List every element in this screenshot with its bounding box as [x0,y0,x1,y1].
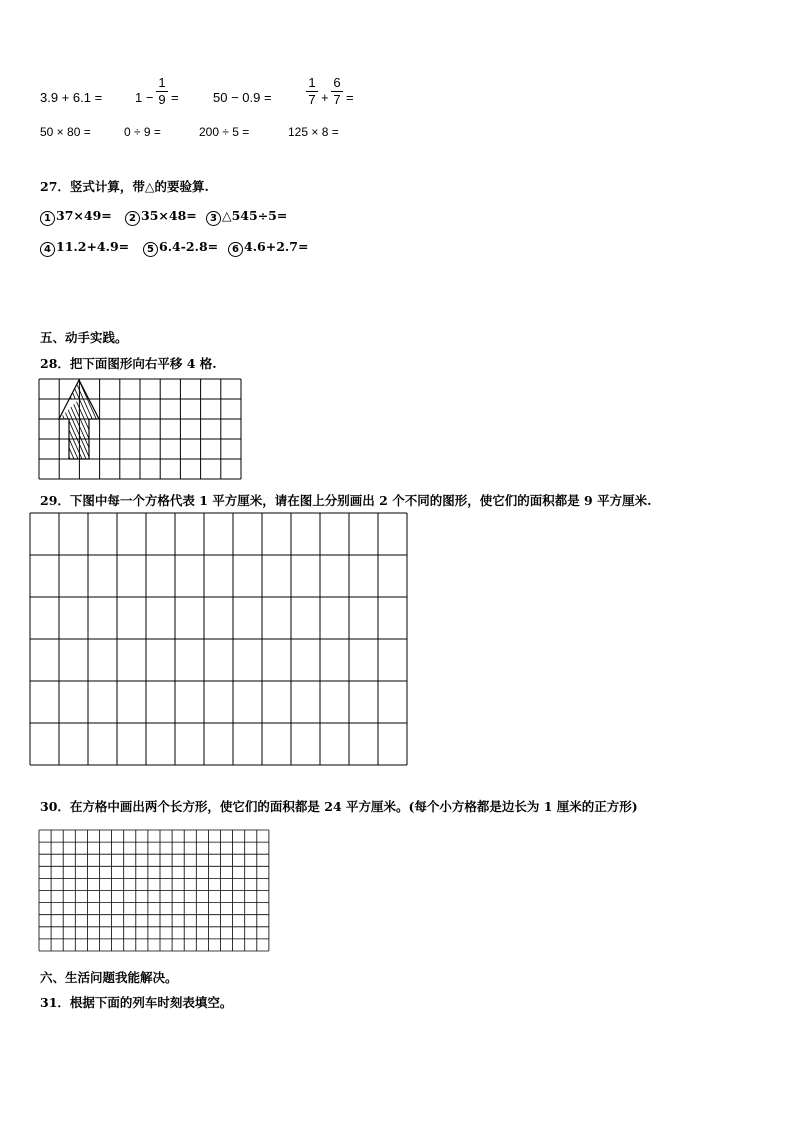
hatch-line [90,378,130,468]
circled-number-3: 3 [206,211,221,226]
q27-item-1 [40,208,112,226]
hatch-line [0,378,14,468]
calc-50-minus-0-9: 50 − 0.9 = [213,90,272,105]
q27-item-5 [143,239,218,257]
fraction-denominator: 7 [308,92,316,107]
circled-number-4: 4 [40,242,55,257]
circled-number-6: 6 [228,242,243,257]
section-5-title: 五、动手实践。 [40,330,128,345]
q28-grid [38,378,243,480]
fraction-six-sevenths [331,76,343,106]
calc-200-div-5: 200 ÷ 5 = [199,125,250,139]
q27-expr-2: 35×48= [141,208,197,223]
q28-title: 28．把下面图形向右平移 4 格. [40,356,217,371]
hatch-line [0,378,38,468]
hatch-line [34,378,74,468]
hatch-line [130,378,170,468]
hatch-line [0,378,30,468]
calc-50-times-80: 50 × 80 = [40,125,91,139]
hatch-line [118,378,158,468]
q29-title: 29．下图中每一个方格代表 1 平方厘米，请在图上分别画出 2 个不同的图形，使它们的面积都是 9 平方厘米. [40,493,652,508]
hatch-line [10,378,50,468]
hatch-line [54,378,94,468]
hatch-line [26,378,66,468]
hatch-line [110,378,150,468]
q27-expr-3: △545÷5= [222,208,288,223]
hatch-line [0,378,22,468]
q27-expr-1: 37×49= [56,208,112,223]
hatch-line [150,378,190,468]
q27-item-4 [40,239,129,257]
hatch-line [38,378,78,468]
fraction-numerator: 1 [158,75,166,90]
hatch-line [0,378,34,468]
q29-grid [29,512,409,768]
q27-item-2 [125,208,197,226]
q27-expr-5: 6.4-2.8= [159,239,219,254]
hatch-line [138,378,178,468]
calc-1-minus-frac-prefix: 1 − [135,90,154,105]
hatch-line [0,378,26,468]
arrow-shape [0,378,194,468]
section-6-title: 六、生活问题我能解决。 [40,970,178,985]
fraction-one-seventh [306,76,318,106]
calc-1-minus-frac-suffix: = [171,90,179,105]
hatch-line [98,378,138,468]
hatch-line [30,378,70,468]
fraction-denominator: 7 [333,92,341,107]
hatch-line [22,378,62,468]
circled-number-2: 2 [125,211,140,226]
hatch-line [102,378,142,468]
circled-number-5: 5 [143,242,158,257]
hatch-line [142,378,182,468]
hatch-line [58,378,98,468]
hatch-line [0,378,6,468]
fraction-numerator: 6 [333,75,341,90]
calc-0-div-9: 0 ÷ 9 = [124,125,161,139]
q30-title: 30．在方格中画出两个长方形，使它们的面积都是 24 平方厘米。(每个小方格都是边长为 1 厘米的正方形) [40,799,638,814]
fraction-denominator: 9 [158,92,166,107]
q27-expr-6: 4.6+2.7= [244,239,309,254]
hatch-line [2,378,42,468]
hatch-line [18,378,58,468]
circled-number-1: 1 [40,211,55,226]
q31-title: 31．根据下面的列车时刻表填空。 [40,995,233,1010]
fraction-one-ninth [156,76,168,106]
q27-title: 27．竖式计算，带△的要验算. [40,179,209,194]
hatch-line [0,378,18,468]
plus-operator: + [321,90,329,105]
q27-expr-4: 11.2+4.9= [56,239,130,254]
calc-3-9-plus-6-1: 3.9 + 6.1 = [40,90,103,105]
calc-125-times-8: 125 × 8 = [288,125,339,139]
hatch-line [0,378,10,468]
hatch-line [14,378,54,468]
hatch-line [0,378,2,468]
q27-item-3 [206,208,287,226]
fraction-numerator: 1 [308,75,316,90]
hatch-line [62,378,102,468]
q30-grid [38,829,270,953]
calc-frac-sum-suffix: = [346,90,354,105]
hatch-line [6,378,46,468]
q27-item-6 [228,239,308,257]
hatch-line [122,378,162,468]
